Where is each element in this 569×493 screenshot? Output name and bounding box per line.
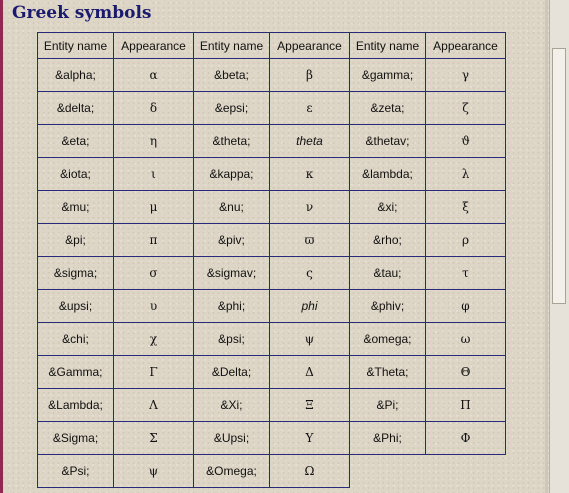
empty-cell xyxy=(426,455,506,488)
entity-name-cell: &kappa; xyxy=(194,158,270,191)
entity-name-cell: &mu; xyxy=(38,191,114,224)
appearance-cell: χ xyxy=(114,323,194,356)
table-row xyxy=(38,290,506,323)
entity-name-cell: &gamma; xyxy=(350,59,426,92)
table-row xyxy=(38,356,506,389)
column-header-entity-name: Entity name xyxy=(194,33,270,59)
column-header-entity-name: Entity name xyxy=(350,33,426,59)
table-row xyxy=(38,323,506,356)
appearance-cell: ρ xyxy=(426,224,506,257)
entity-name-cell: &Gamma; xyxy=(38,356,114,389)
entity-name-cell: &nu; xyxy=(194,191,270,224)
vertical-scrollbar[interactable] xyxy=(549,0,569,493)
entity-name-cell: &delta; xyxy=(38,92,114,125)
appearance-cell: ζ xyxy=(426,92,506,125)
entity-name-cell: &Pi; xyxy=(350,389,426,422)
entity-name-cell: &chi; xyxy=(38,323,114,356)
table-body xyxy=(38,59,506,488)
entity-name-cell: &Sigma; xyxy=(38,422,114,455)
appearance-cell: Φ xyxy=(426,422,506,455)
appearance-cell: Ω xyxy=(270,455,350,488)
column-header-appearance: Appearance xyxy=(426,33,506,59)
entity-name-cell: &alpha; xyxy=(38,59,114,92)
entity-name-cell: &sigmav; xyxy=(194,257,270,290)
appearance-cell: ω xyxy=(426,323,506,356)
entity-name-cell: &Delta; xyxy=(194,356,270,389)
table-row xyxy=(38,158,506,191)
entity-name-cell: &Upsi; xyxy=(194,422,270,455)
appearance-cell: Γ xyxy=(114,356,194,389)
entity-name-cell: &theta; xyxy=(194,125,270,158)
entity-name-cell: &xi; xyxy=(350,191,426,224)
appearance-cell: σ xyxy=(114,257,194,290)
appearance-cell: δ xyxy=(114,92,194,125)
entity-name-cell: &iota; xyxy=(38,158,114,191)
appearance-cell: ψ xyxy=(114,455,194,488)
entity-name-cell: &omega; xyxy=(350,323,426,356)
appearance-cell: ϑ xyxy=(426,125,506,158)
table-row xyxy=(38,125,506,158)
appearance-cell: Υ xyxy=(270,422,350,455)
entity-name-cell: &Theta; xyxy=(350,356,426,389)
appearance-cell: ϖ xyxy=(270,224,350,257)
column-header-appearance: Appearance xyxy=(270,33,350,59)
entity-name-cell: &epsi; xyxy=(194,92,270,125)
appearance-cell: λ xyxy=(426,158,506,191)
appearance-cell: Σ xyxy=(114,422,194,455)
entity-name-cell: &piv; xyxy=(194,224,270,257)
entity-name-cell: &upsi; xyxy=(38,290,114,323)
table-header-row xyxy=(38,33,506,59)
appearance-cell: τ xyxy=(426,257,506,290)
appearance-cell: φ xyxy=(426,290,506,323)
entity-name-cell: &Psi; xyxy=(38,455,114,488)
page-title: Greek symbols xyxy=(12,3,152,23)
appearance-cell: ε xyxy=(270,92,350,125)
table-row xyxy=(38,224,506,257)
scrollbar-thumb[interactable] xyxy=(552,48,566,304)
table-row xyxy=(38,389,506,422)
entity-name-cell: &rho; xyxy=(350,224,426,257)
appearance-cell: α xyxy=(114,59,194,92)
column-header-entity-name: Entity name xyxy=(38,33,114,59)
table-row xyxy=(38,59,506,92)
table-row xyxy=(38,92,506,125)
entity-name-cell: &Xi; xyxy=(194,389,270,422)
appearance-cell: γ xyxy=(426,59,506,92)
entity-name-cell: &psi; xyxy=(194,323,270,356)
entity-name-cell: &Omega; xyxy=(194,455,270,488)
window-left-border xyxy=(0,0,3,493)
appearance-cell: ξ xyxy=(426,191,506,224)
entity-name-cell: &zeta; xyxy=(350,92,426,125)
appearance-cell: ν xyxy=(270,191,350,224)
appearance-cell: theta xyxy=(270,125,350,158)
entity-name-cell: &phiv; xyxy=(350,290,426,323)
appearance-cell: β xyxy=(270,59,350,92)
appearance-cell: ψ xyxy=(270,323,350,356)
appearance-cell: Λ xyxy=(114,389,194,422)
appearance-cell: phi xyxy=(270,290,350,323)
entity-name-cell: &thetav; xyxy=(350,125,426,158)
entity-name-cell: &beta; xyxy=(194,59,270,92)
table-row xyxy=(38,191,506,224)
entity-name-cell: &Lambda; xyxy=(38,389,114,422)
appearance-cell: κ xyxy=(270,158,350,191)
appearance-cell: Δ xyxy=(270,356,350,389)
entity-name-cell: &phi; xyxy=(194,290,270,323)
frame-divider xyxy=(545,0,548,493)
appearance-cell: Π xyxy=(426,389,506,422)
appearance-cell: υ xyxy=(114,290,194,323)
appearance-cell: μ xyxy=(114,191,194,224)
table-row xyxy=(38,257,506,290)
appearance-cell: Θ xyxy=(426,356,506,389)
entity-name-cell: &sigma; xyxy=(38,257,114,290)
entity-name-cell: &lambda; xyxy=(350,158,426,191)
appearance-cell: Ξ xyxy=(270,389,350,422)
appearance-cell: ς xyxy=(270,257,350,290)
entity-name-cell: &pi; xyxy=(38,224,114,257)
column-header-appearance: Appearance xyxy=(114,33,194,59)
entity-name-cell: &Phi; xyxy=(350,422,426,455)
appearance-cell: η xyxy=(114,125,194,158)
table-row xyxy=(38,455,506,488)
table-row xyxy=(38,422,506,455)
appearance-cell: π xyxy=(114,224,194,257)
greek-symbols-table xyxy=(37,32,506,488)
entity-name-cell: &tau; xyxy=(350,257,426,290)
empty-cell xyxy=(350,455,426,488)
entity-name-cell: &eta; xyxy=(38,125,114,158)
appearance-cell: ι xyxy=(114,158,194,191)
